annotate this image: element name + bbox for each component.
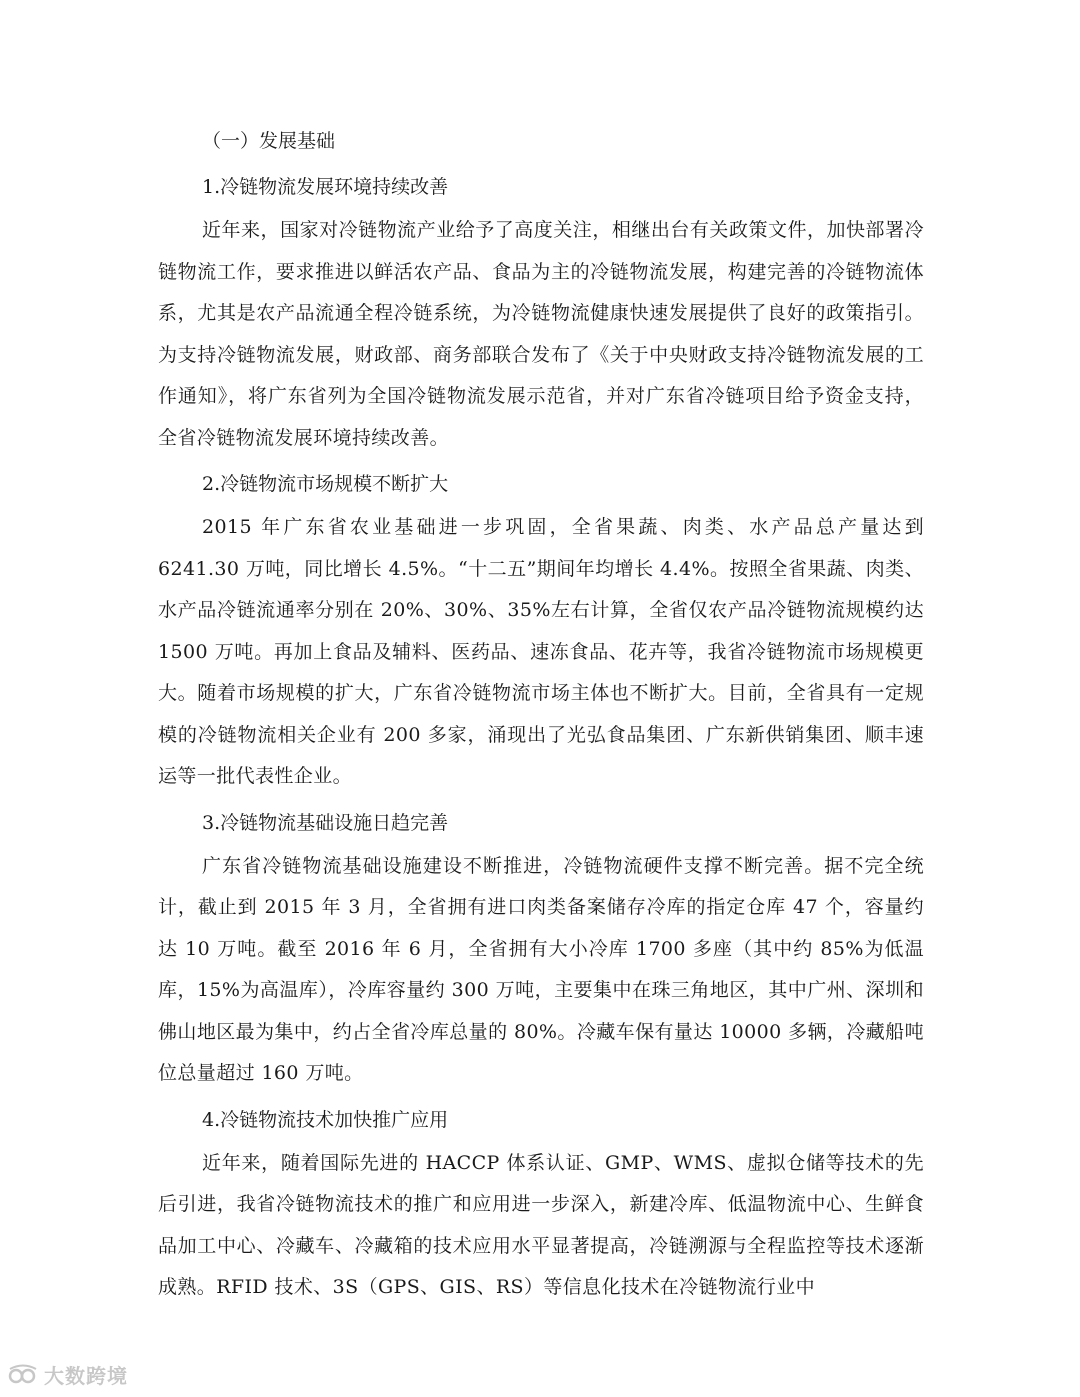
subsection-body-4: 近年来，随着国际先进的 HACCP 体系认证、GMP、WMS、虚拟仓储等技术的先后引进，我省冷链物流技术的推广和应用进一步深入，新建冷库、低温物流中心、生鲜食品加工中心、冷藏车、冷藏箱的技术应用水平显著提高，冷链溯源与全程监控等技术逐渐成熟。RFID 技术、3S（GPS、GIS、RS）等信息化技术在冷链物流行业中 <box>158 1151 924 1298</box>
subsection-heading-4: 4.冷链物流技术加快推广应用 <box>202 1108 449 1131</box>
subsection-heading-3: 3.冷链物流基础设施日趋完善 <box>202 811 449 834</box>
brand-logo-icon <box>8 1364 38 1386</box>
subsection-body-2: 2015 年广东省农业基础进一步巩固，全省果蔬、肉类、水产品总产量达到 6241.30 万吨，同比增长 4.5%。“十二五”期间年均增长 4.4%。按照全省果蔬、肉类、水产品冷链流通率分别在 20%、30%、35%左右计算，全省仅农产品冷链物流规模约达 1500 万吨。再加上食品及辅料、医药品、速冻食品、花卉等，我省冷链物流市场规模更大。随着市场规模的扩大，广东省冷链物流市场主体也不断扩大。目前，全省具有一定规模的冷链物流相关企业有 200 多家，涌现出了光弘食品集团、广东新供销集团、顺丰速运等一批代表性企业。 <box>158 516 924 787</box>
subsection-heading-1: 1.冷链物流发展环境持续改善 <box>202 176 449 198</box>
watermark <box>8 1360 128 1389</box>
subsection-body-1: 近年来，国家对冷链物流产业给予了高度关注，相继出台有关政策文件，加快部署冷链物流工作，要求推进以鲜活农产品、食品为主的冷链物流发展，构建完善的冷链物流体系，尤其是农产品流通全程冷链系统，为冷链物流健康快速发展提供了良好的政策指引。为支持冷链物流发展，财政部、商务部联合发布了《关于中央财政支持冷链物流发展的工作通知》，将广东省列为全国冷链物流发展示范省，并对广东省冷链项目给予资金支持，全省冷链物流发展环境持续改善。 <box>158 219 924 449</box>
document-content <box>158 118 924 1311</box>
subsection-heading-2: 2.冷链物流市场规模不断扩大 <box>202 473 449 495</box>
subsection-body-3: 广东省冷链物流基础设施建设不断推进，冷链物流硬件支撑不断完善。据不完全统计，截止到 2015 年 3 月，全省拥有进口肉类备案储存冷库的指定仓库 47 个，容量约达 10 万吨。截至 2016 年 6 月，全省拥有大小冷库 1700 多座（其中约 85%为低温库，15%为高温库），冷库容量约 300 万吨，主要集中在珠三角地区，其中广州、深圳和佛山地区最为集中，约占全省冷库总量的 80%。冷藏车保有量达 10000 多辆，冷藏船吨位总量超过 160 万吨。 <box>158 854 924 1084</box>
section-heading: （一）发展基础 <box>202 130 336 152</box>
watermark-text: 大数跨境 <box>44 1364 128 1388</box>
